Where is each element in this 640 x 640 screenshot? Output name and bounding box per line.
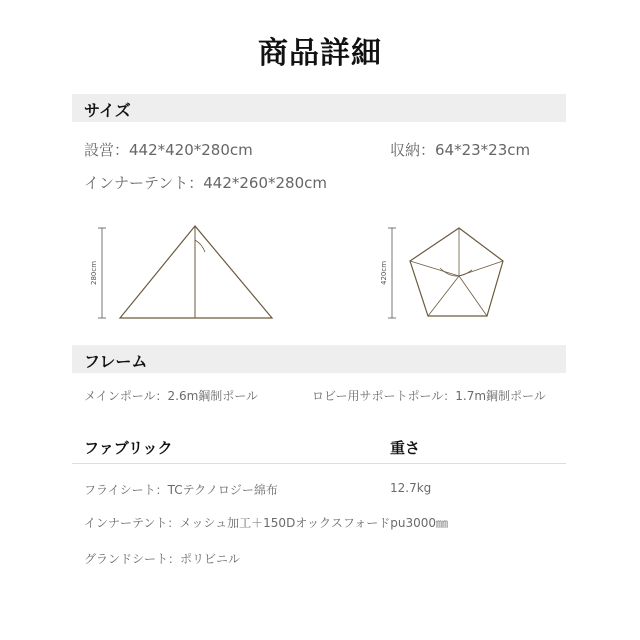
setup-dimensions: 設営：442*420*280cm bbox=[84, 141, 253, 159]
weight-heading: 重さ bbox=[390, 439, 421, 457]
size-section-header bbox=[72, 94, 566, 122]
inner-tent-fabric-spec: インナーテント：メッシュ加工＋150Dオックスフォードpu3000㎜ bbox=[84, 516, 448, 530]
size-heading: サイズ bbox=[84, 101, 131, 120]
weight-value: 12.7kg bbox=[390, 481, 432, 495]
width-dimension-label: 420cm bbox=[380, 260, 388, 286]
inner-tent-dimensions: インナーテント：442*260*280cm bbox=[84, 174, 328, 192]
tent-pentagon-outline bbox=[410, 228, 503, 316]
frame-section-header bbox=[72, 345, 566, 373]
tent-door-arc bbox=[195, 240, 205, 252]
storage-dimensions: 収納：64*23*23cm bbox=[390, 141, 531, 159]
height-dimension-label: 280cm bbox=[90, 260, 98, 286]
tent-side-outline bbox=[120, 226, 272, 318]
frame-heading: フレーム bbox=[84, 352, 148, 371]
fabric-divider bbox=[72, 463, 566, 464]
tent-top-view-diagram bbox=[380, 218, 510, 328]
main-pole-spec: メインポール：2.6m鋼制ポール bbox=[84, 389, 259, 403]
lobby-pole-spec: ロビー用サポートポール：1.7m鋼制ポール bbox=[312, 389, 546, 403]
page-title: 商品詳細 bbox=[258, 36, 382, 71]
tent-side-view-diagram bbox=[90, 218, 290, 328]
fly-sheet-spec: フライシート：TCテクノロジー綿布 bbox=[84, 483, 278, 497]
ground-sheet-spec: グランドシート：ポリビニル bbox=[84, 552, 241, 566]
fabric-heading: ファブリック bbox=[84, 439, 173, 457]
